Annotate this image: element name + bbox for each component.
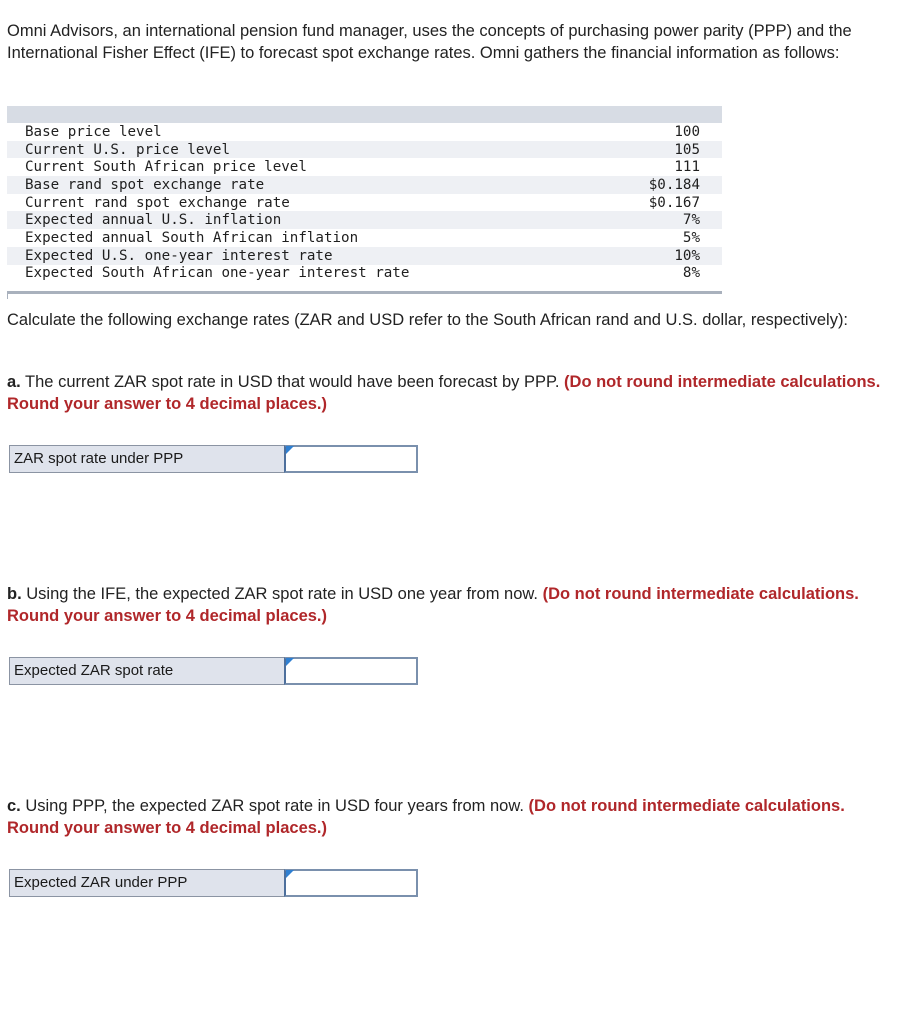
question-letter: a. bbox=[7, 373, 21, 391]
row-label: Expected annual South African inflation bbox=[25, 229, 359, 246]
row-value: 105 bbox=[674, 141, 700, 158]
question-text: Using PPP, the expected ZAR spot rate in USD four years from now. bbox=[20, 797, 529, 815]
zar-spot-rate-ppp-input[interactable] bbox=[284, 445, 418, 473]
table-row bbox=[7, 247, 722, 265]
row-label: Base rand spot exchange rate bbox=[25, 176, 265, 193]
row-value: 8% bbox=[682, 265, 700, 282]
table-row bbox=[7, 176, 722, 194]
question-c bbox=[7, 796, 891, 839]
problem-intro: Omni Advisors, an international pension fund manager, uses the concepts of purchasing power parity (PPP) and the International Fisher Effect (IFE) to forecast spot exchange rates. Omni gathers the financial information as follows: bbox=[7, 22, 852, 62]
answer-row-a bbox=[9, 445, 418, 473]
table-row bbox=[7, 194, 722, 212]
table-row bbox=[7, 229, 722, 247]
table-row bbox=[7, 158, 722, 176]
row-label: Expected annual U.S. inflation bbox=[25, 212, 282, 229]
answer-row-b bbox=[9, 657, 418, 685]
row-value: 100 bbox=[674, 123, 700, 140]
answer-label: ZAR spot rate under PPP bbox=[9, 445, 285, 473]
row-value: 7% bbox=[682, 212, 700, 229]
question-text: The current ZAR spot rate in USD that would have been forecast by PPP. bbox=[20, 373, 565, 391]
row-label: Current U.S. price level bbox=[25, 141, 230, 158]
row-value: $0.167 bbox=[648, 194, 700, 211]
table-row bbox=[7, 123, 722, 141]
table-row bbox=[7, 265, 722, 283]
row-value: 10% bbox=[674, 247, 700, 264]
table-row bbox=[7, 211, 722, 229]
calculation-prompt: Calculate the following exchange rates (ZAR and USD refer to the South African rand and U.S. dollar, respectively): bbox=[7, 311, 849, 329]
answer-row-c bbox=[9, 869, 418, 897]
row-value: $0.184 bbox=[648, 176, 700, 193]
row-label: Expected U.S. one-year interest rate bbox=[25, 247, 333, 264]
answer-label: Expected ZAR spot rate bbox=[9, 657, 285, 685]
expected-zar-spot-rate-input[interactable] bbox=[284, 657, 418, 685]
table-bottom-rule bbox=[7, 291, 722, 294]
table-bottom-tick bbox=[7, 291, 8, 299]
row-value: 111 bbox=[674, 159, 700, 176]
question-letter: b. bbox=[7, 585, 22, 603]
row-label: Current South African price level bbox=[25, 159, 307, 176]
row-label: Base price level bbox=[25, 123, 162, 140]
question-a bbox=[7, 372, 891, 415]
row-label: Expected South African one-year interest rate bbox=[25, 265, 410, 282]
answer-label: Expected ZAR under PPP bbox=[9, 869, 285, 897]
rounding-instruction: (Do not round intermediate calculations. Round your answer to 4 decimal places.) bbox=[7, 797, 845, 837]
row-label: Current rand spot exchange rate bbox=[25, 194, 290, 211]
question-b bbox=[7, 584, 891, 627]
rounding-instruction: (Do not round intermediate calculations. Round your answer to 4 decimal places.) bbox=[7, 373, 881, 413]
table-header-band bbox=[7, 106, 722, 123]
row-value: 5% bbox=[682, 229, 700, 246]
rounding-instruction: (Do not round intermediate calculations. Round your answer to 4 decimal places.) bbox=[7, 585, 859, 625]
question-letter: c. bbox=[7, 797, 21, 815]
table-row bbox=[7, 141, 722, 159]
financial-data-table bbox=[7, 123, 722, 282]
question-text: Using the IFE, the expected ZAR spot rate in USD one year from now. bbox=[21, 585, 543, 603]
expected-zar-ppp-input[interactable] bbox=[284, 869, 418, 897]
